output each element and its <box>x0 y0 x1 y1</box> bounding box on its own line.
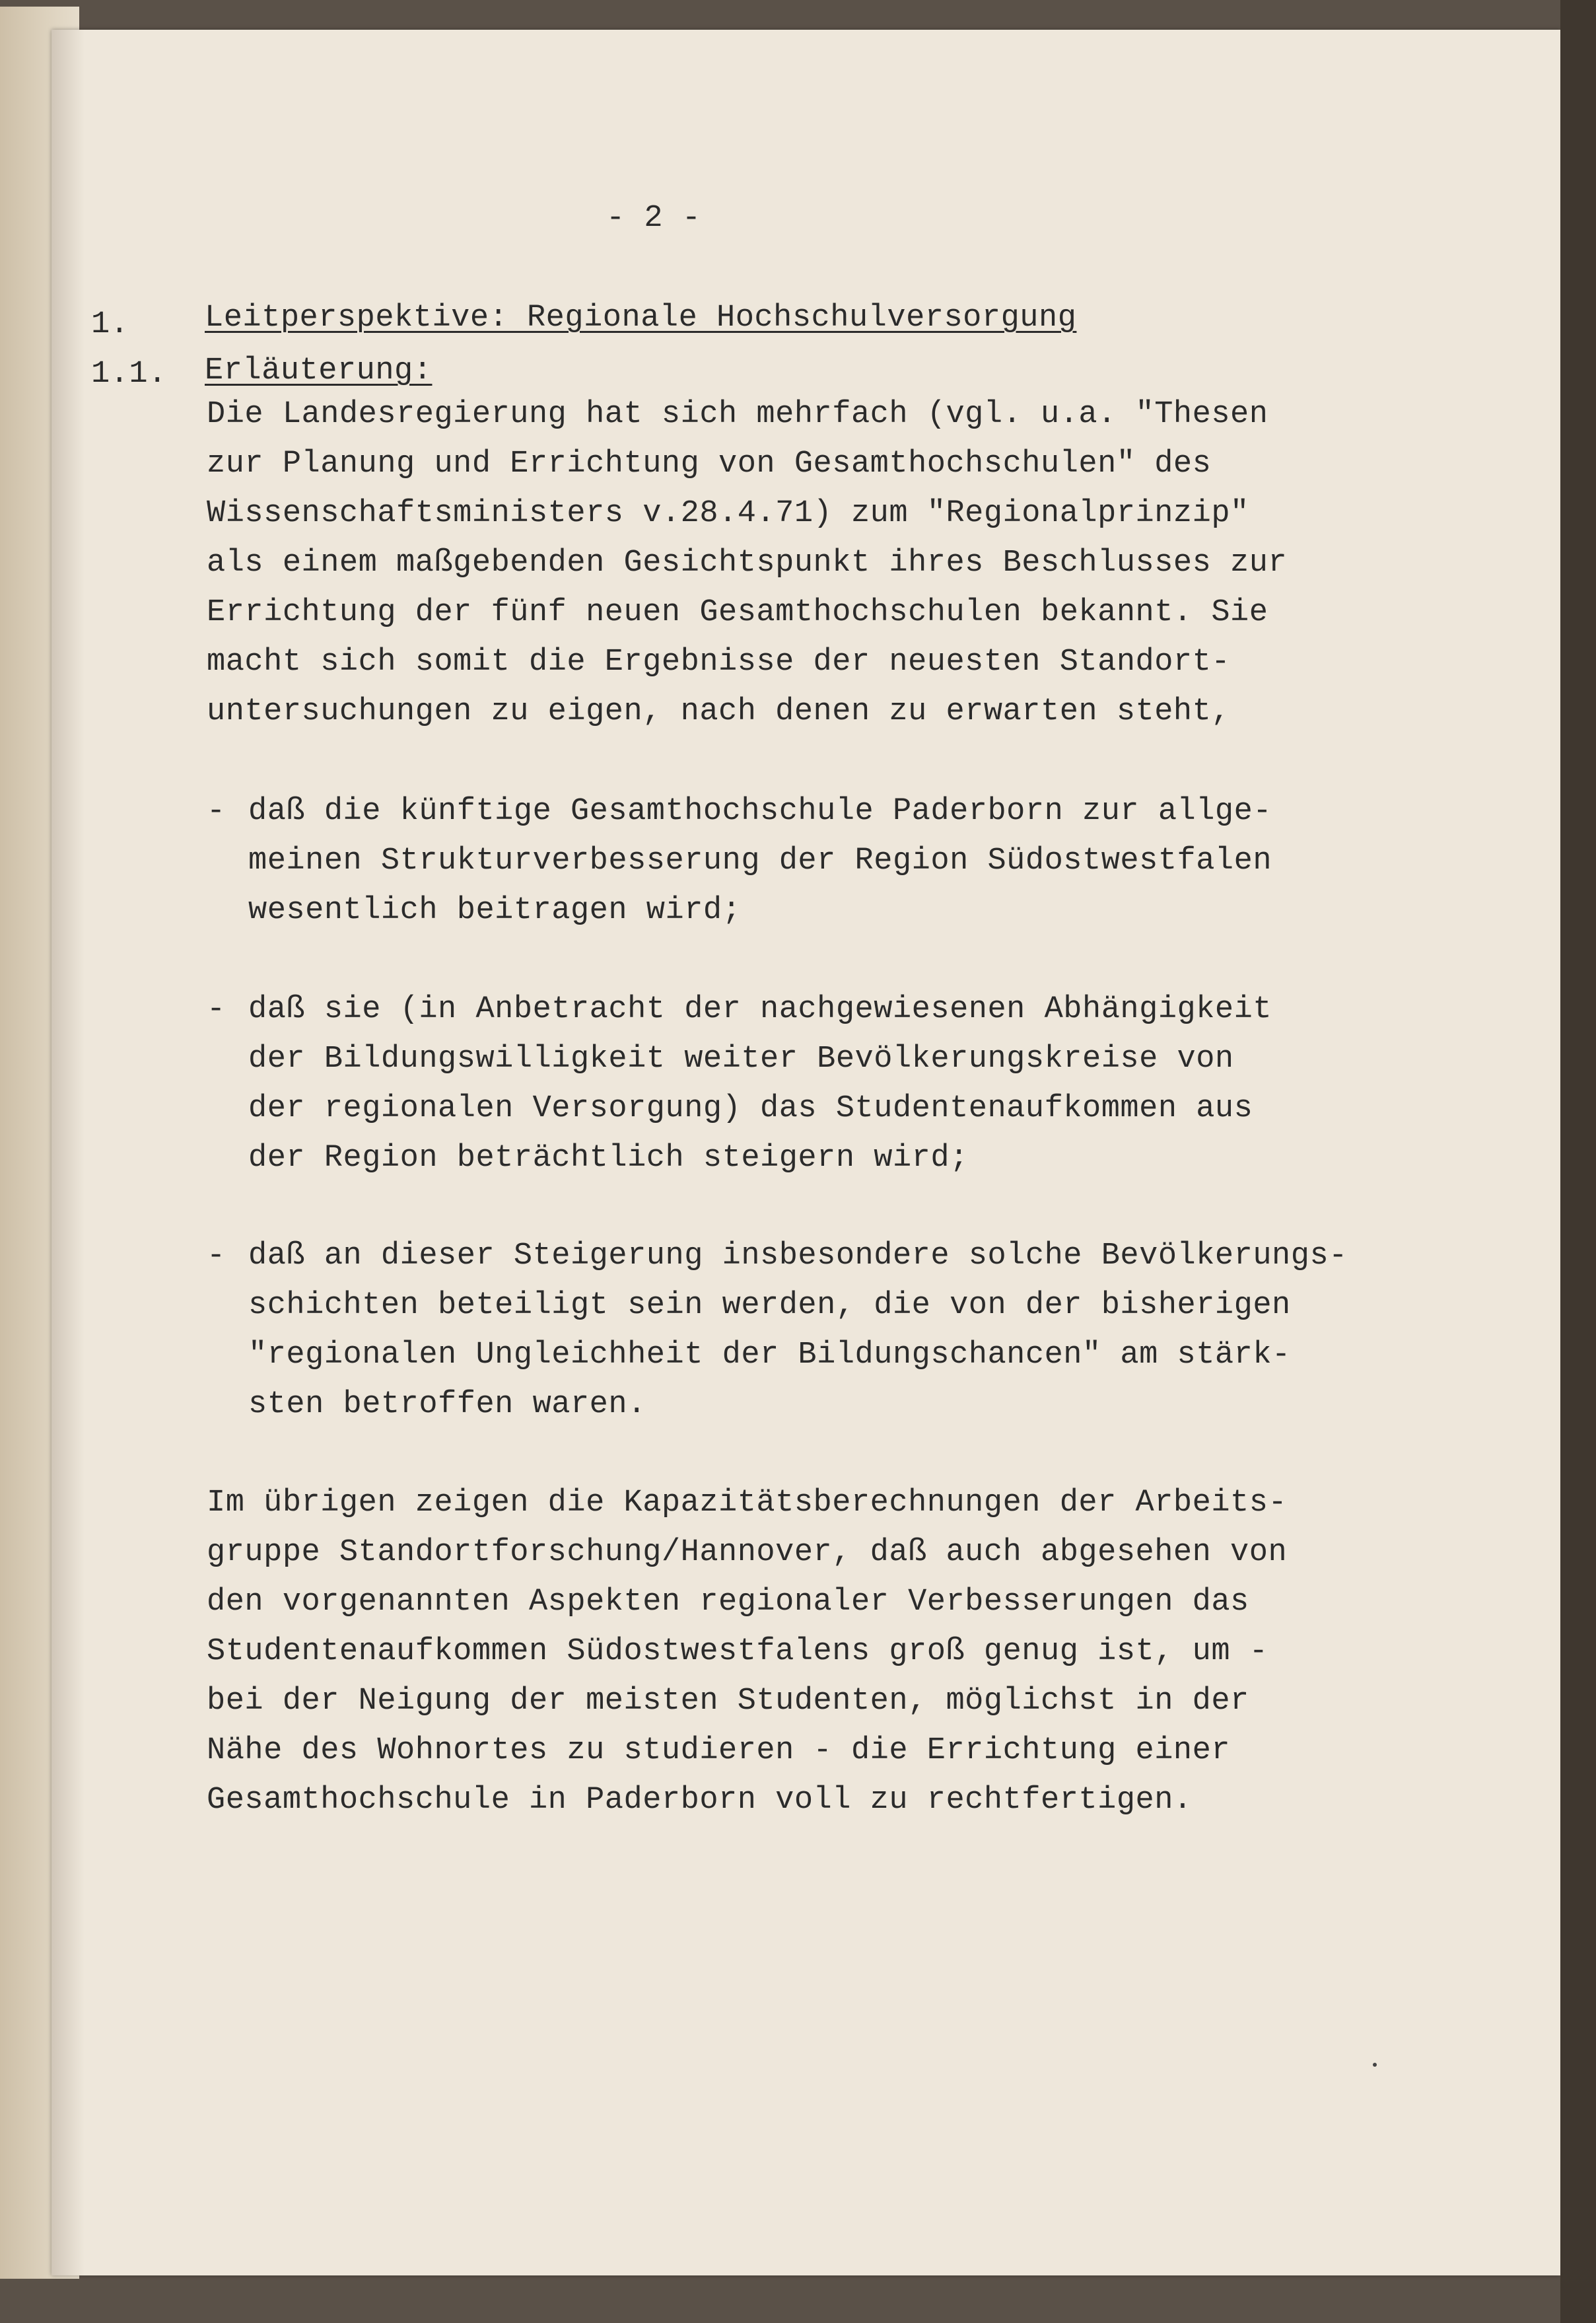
bullet-line: "regionalen Ungleichheit der Bildungschancen" am stärk- <box>248 1338 1291 1373</box>
intro-line: als einem maßgebenden Gesichtspunkt ihres Beschlusses zur <box>207 546 1288 581</box>
bullet-line: sten betroffen waren. <box>248 1387 646 1422</box>
bullet-line: wesentlich beitragen wird; <box>248 893 742 928</box>
intro-line: macht sich somit die Ergebnisse der neuesten Standort- <box>207 645 1231 680</box>
section-title: Leitperspektive: Regionale Hochschulversorgung <box>205 301 1077 336</box>
closing-line: Studentenaufkommen Südostwestfalens groß genug ist, um - <box>207 1634 1268 1669</box>
page-number: - 2 - <box>606 201 701 236</box>
bullet-line: der Bildungswilligkeit weiter Bevölkerungskreise von <box>248 1042 1234 1077</box>
binding-shadow <box>52 30 85 2275</box>
closing-line: Nähe des Wohnortes zu studieren - die Errichtung einer <box>207 1733 1231 1768</box>
closing-line: den vorgenannten Aspekten regionaler Verbesserungen das <box>207 1585 1249 1620</box>
bullet-marker: - <box>207 794 226 829</box>
bullet-line: der regionalen Versorgung) das Studentenaufkommen aus <box>248 1091 1253 1126</box>
section-number: 1. <box>91 307 129 342</box>
bullet-line: daß die künftige Gesamthochschule Paderborn zur allge- <box>248 794 1272 829</box>
bullet-marker: - <box>207 992 226 1027</box>
intro-line: Die Landesregierung hat sich mehrfach (vgl. u.a. "Thesen <box>207 397 1268 432</box>
closing-line: Im übrigen zeigen die Kapazitätsberechnungen der Arbeits- <box>207 1485 1288 1520</box>
closing-line: Gesamthochschule in Paderborn voll zu rechtfertigen. <box>207 1783 1193 1818</box>
subsection-title: Erläuterung: <box>205 353 433 388</box>
scanner-background-strip <box>1560 0 1596 2323</box>
intro-line: Wissenschaftsministers v.28.4.71) zum "Regionalprinzip" <box>207 496 1249 531</box>
bullet-line: daß sie (in Anbetracht der nachgewiesenen Abhängigkeit <box>248 992 1272 1027</box>
bullet-line: schichten beteiligt sein werden, die von der bisherigen <box>248 1288 1291 1323</box>
closing-line: gruppe Standortforschung/Hannover, daß auch abgesehen von <box>207 1535 1288 1570</box>
bullet-line: daß an dieser Steigerung insbesondere solche Bevölkerungs- <box>248 1238 1348 1273</box>
bullet-line: meinen Strukturverbesserung der Region Südostwestfalen <box>248 843 1272 878</box>
bullet-marker: - <box>207 1238 226 1273</box>
intro-line: Errichtung der fünf neuen Gesamthochschulen bekannt. Sie <box>207 595 1268 630</box>
closing-line: bei der Neigung der meisten Studenten, möglichst in der <box>207 1684 1249 1719</box>
intro-line: zur Planung und Errichtung von Gesamthochschulen" des <box>207 447 1212 482</box>
ink-speck <box>1373 2063 1377 2067</box>
bullet-line: der Region beträchtlich steigern wird; <box>248 1141 969 1176</box>
subsection-number: 1.1. <box>91 357 167 392</box>
intro-line: untersuchungen zu eigen, nach denen zu erwarten steht, <box>207 694 1231 729</box>
